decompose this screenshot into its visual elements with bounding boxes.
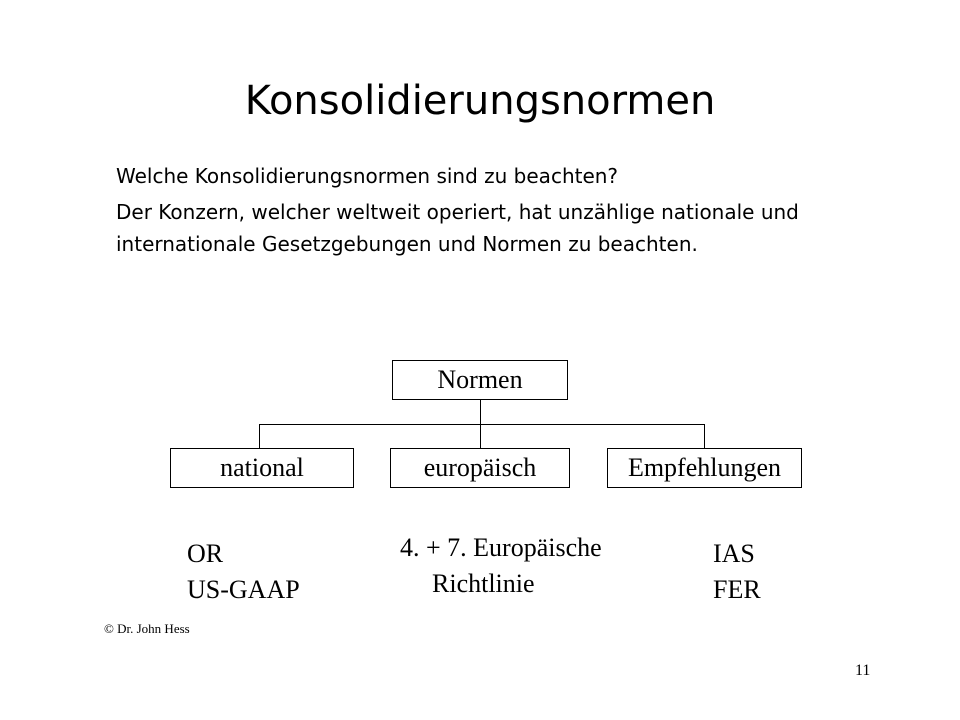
connector-root-vertical (480, 400, 481, 424)
node-europaeisch: europäisch (390, 448, 570, 488)
node-national: national (170, 448, 354, 488)
national-item: OR (187, 539, 224, 568)
national-item: US-GAAP (187, 575, 300, 604)
europaeisch-item: 4. + 7. Europäische (400, 533, 602, 562)
body-text: Der Konzern, welcher weltweit operiert, hat unzählige nationale und internationale Gesetzgebungen und Normen zu beachten. (116, 200, 799, 256)
node-empfehlungen: Empfehlungen (607, 448, 802, 488)
root-node-normen: Normen (392, 360, 568, 400)
connector-empfehlungen (704, 424, 705, 448)
question-text: Welche Konsolidierungsnormen sind zu beachten? (116, 164, 619, 188)
empfehlungen-item: FER (713, 575, 761, 604)
empfehlungen-item: IAS (713, 539, 755, 568)
slide-title: Konsolidierungsnormen (244, 78, 716, 124)
connector-horizontal (259, 424, 705, 425)
copyright-text: © Dr. John Hess (104, 621, 190, 636)
page-number: 11 (855, 662, 871, 679)
connector-national (259, 424, 260, 448)
europaeisch-item: Richtlinie (432, 569, 535, 598)
connector-europaeisch (480, 424, 481, 448)
